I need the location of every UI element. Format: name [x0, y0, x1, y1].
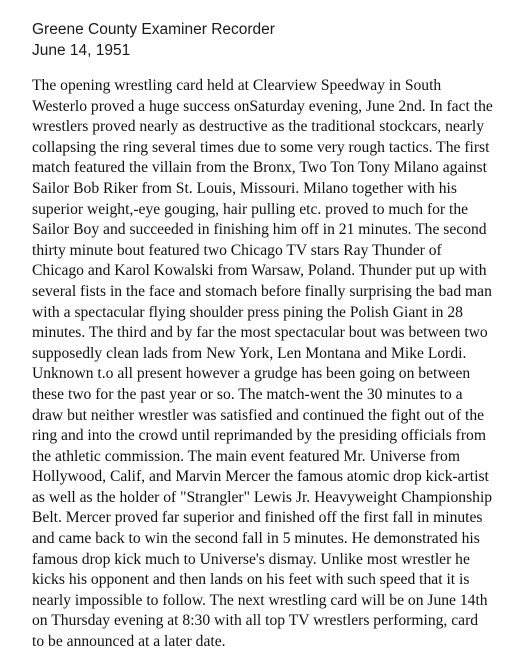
article-line: nearly impossible to follow. The next wrestling card will be on June 14th: [32, 591, 488, 609]
article-line: The opening wrestling card held at Clearview Speedway in South: [32, 77, 442, 94]
article-line: Westerlo proved a huge success onSaturday evening, June 2nd. In fact the: [32, 97, 493, 115]
article-line: several fists in the face and stomach before finally surprising the bad man: [32, 282, 492, 300]
article-line: Belt. Mercer proved far superior and finished off the first fall in minutes: [32, 509, 483, 527]
article-line: to be announced at a later date.: [32, 633, 226, 651]
article-line: ring and into the crowd until reprimanded by the presiding officials from: [32, 427, 486, 445]
document-header: [32, 19, 275, 61]
article-line: wrestlers proved nearly as destructive as the traditional stockcars, nearly: [32, 118, 485, 136]
article-line: minutes. The third and by far the most spectacular bout was between two: [32, 324, 488, 342]
article-line: Chicago and Karol Kowalski from Warsaw, Poland. Thunder put up with: [32, 262, 487, 280]
article-line: Hollywood, Calif, and Marvin Mercer the famous atomic drop kick-artist: [32, 468, 489, 486]
article-line: as well as the holder of "Strangler" Lewis Jr. Heavyweight Championship: [32, 488, 493, 506]
article-line: match featured the villain from the Bronx, Two Ton Tony Milano against: [32, 159, 487, 177]
article-line: Unknown t.o all present however a grudge has been going on between: [32, 365, 471, 383]
article-line: with a spectacular flying shoulder press pining the Polish Giant in 28: [32, 303, 463, 321]
publication-date: June 14, 1951: [32, 42, 131, 59]
article-line: superior weight,-eye gouging, hair pulling etc. proved to much for the: [32, 200, 469, 218]
article-line: thirty minute bout featured two Chicago TV stars Ray Thunder of: [32, 241, 442, 259]
article-line: these two for the past year or so. The match-went the 30 minutes to a: [32, 385, 463, 403]
article-line: famous drop kick much to Universe's dismay. Unlike most wrestler he: [32, 550, 470, 568]
article-line: the athletic commission. The main event featured Mr. Universe from: [32, 447, 460, 465]
article-line: draw but neither wrestler was satisfied and continued the fight out of the: [32, 406, 485, 424]
article-line: Sailor Bob Riker from St. Louis, Missouri. Milano together with his: [32, 179, 457, 197]
article-line: Sailor Boy and succeeded in finishing him off in 21 minutes. The second: [32, 221, 487, 239]
article-line: and came back to win the second fall in 5 minutes. He demonstrated his: [32, 530, 480, 548]
article-line: on Thursday evening at 8:30 with all top TV wrestlers performing, card: [32, 612, 479, 630]
article-body: [32, 76, 512, 653]
article-line: kicks his opponent and then lands on his feet with such speed that it is: [32, 571, 470, 589]
publication-name: Greene County Examiner Recorder: [32, 21, 275, 38]
article-line: supposedly clean lads from New York, Len Montana and Mike Lordi.: [32, 344, 467, 362]
article-line: collapsing the ring several times due to some very rough tactics. The first: [32, 138, 490, 156]
